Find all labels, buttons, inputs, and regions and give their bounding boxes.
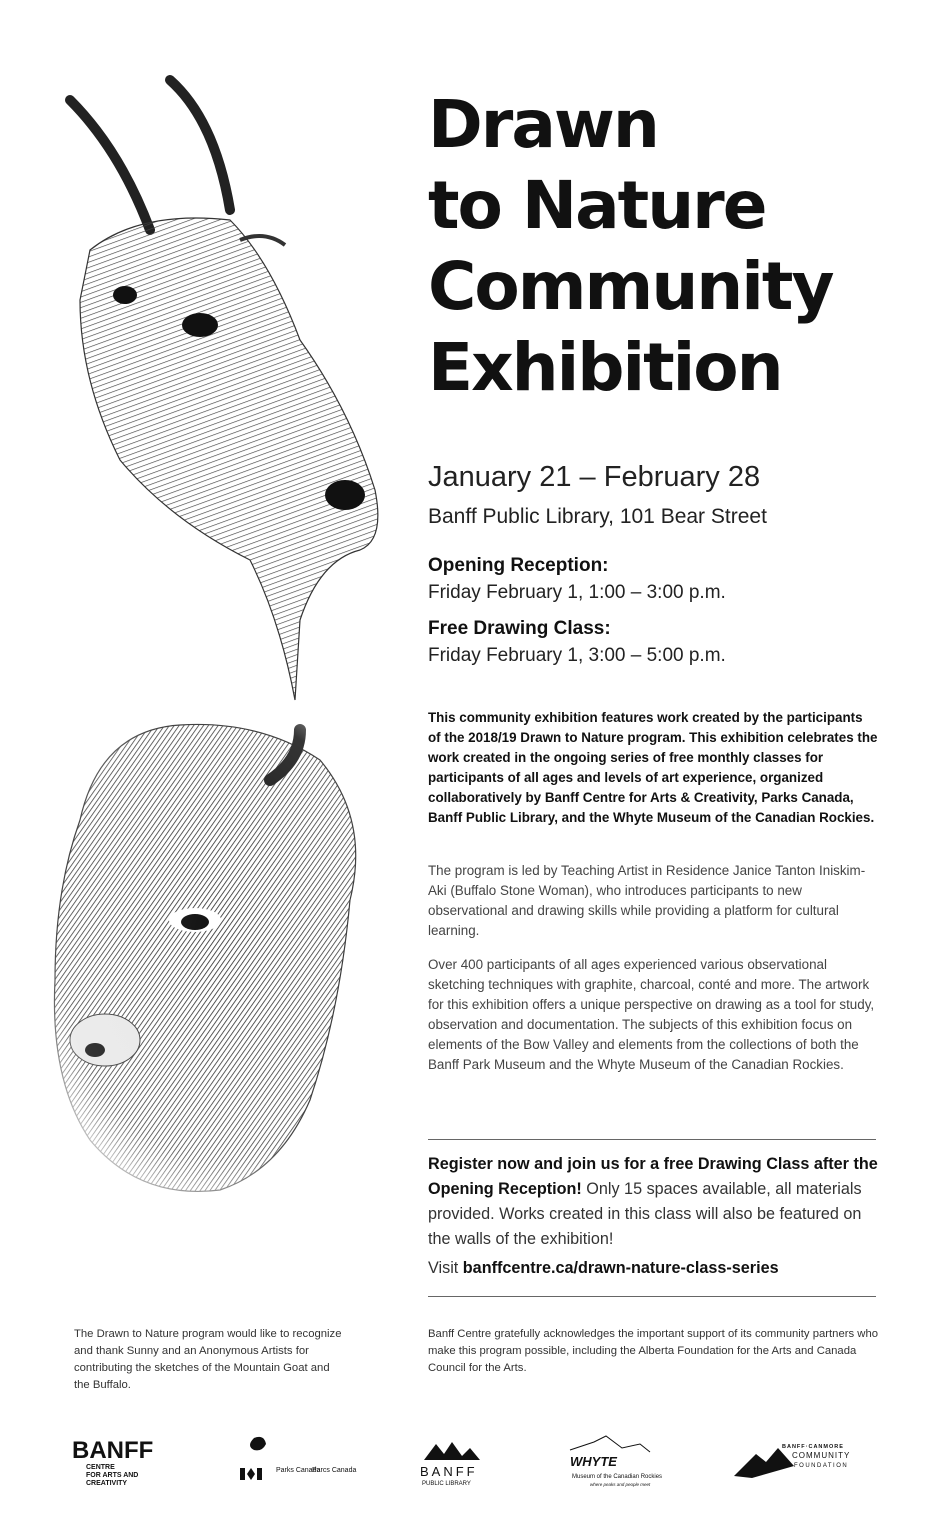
drawing-class-time: Friday February 1, 3:00 – 5:00 p.m. bbox=[428, 645, 726, 666]
banff-centre-sub1: CENTRE bbox=[86, 1464, 115, 1471]
mountain-icon bbox=[424, 1442, 480, 1460]
mountain-goat-sketch bbox=[70, 80, 378, 700]
buffalo-sketch bbox=[40, 710, 400, 1210]
parks-canada-logo bbox=[238, 1432, 357, 1492]
register-callout bbox=[428, 1152, 888, 1252]
banff-centre-name: BANFF bbox=[72, 1437, 154, 1464]
register-details: Only 15 spaces available, all materials provided. Works created in this class will also be featured on the walls of the exhibition! bbox=[428, 1180, 862, 1248]
peaks-icon bbox=[734, 1448, 794, 1478]
parks-canada-en: Parks Canada bbox=[276, 1467, 321, 1474]
exhibition-dates: January 21 – February 28 bbox=[428, 461, 761, 493]
opening-reception-time: Friday February 1, 1:00 – 3:00 p.m. bbox=[428, 582, 726, 603]
register-bold: Register now and join us for a free Drawing Class after the Opening Reception! bbox=[428, 1155, 878, 1198]
description-program: The program is led by Teaching Artist in Residence Janice Tanton Iniskim-Aki (Buffalo Stone Woman), who introduces participants to new observational and drawing skills while providing a platform for cultural learning. bbox=[428, 863, 866, 938]
opening-reception-heading: Opening Reception: bbox=[428, 555, 609, 576]
whyte-tag: where peaks and people meet bbox=[590, 1482, 651, 1487]
library-sub: PUBLIC LIBRARY bbox=[422, 1481, 471, 1487]
title-line: Community bbox=[428, 248, 833, 325]
banff-centre-sub3: CREATIVITY bbox=[86, 1480, 128, 1487]
community-foundation-logo bbox=[732, 1436, 860, 1496]
banff-centre-sub2: FOR ARTS AND bbox=[86, 1472, 139, 1479]
library-name: BANFF bbox=[420, 1464, 478, 1479]
partner-acknowledgement: Banff Centre gratefully acknowledges the important support of its community partners who make this program possible, including the Alberta Foundation for the Arts and Canada Council for the Arts. bbox=[428, 1328, 879, 1374]
foundation-line2: COMMUNITY bbox=[792, 1451, 851, 1460]
title-line: Drawn bbox=[428, 86, 658, 163]
divider-bottom bbox=[428, 1296, 876, 1297]
mountain-outline-icon bbox=[570, 1436, 650, 1452]
sketch-credits: The Drawn to Nature program would like to recognize and thank Sunny and an Anonymous Artists for contributing the sketches of the Mountain Goat and the Buffalo. bbox=[74, 1328, 342, 1391]
exhibition-title bbox=[428, 84, 908, 408]
foundation-line1: BANFF·CANMORE bbox=[782, 1444, 844, 1450]
whyte-name: WHYTE bbox=[570, 1454, 617, 1469]
whyte-sub: Museum of the Canadian Rockies bbox=[572, 1474, 663, 1480]
parks-canada-fr: Parcs Canada bbox=[312, 1467, 357, 1474]
drawing-class-heading: Free Drawing Class: bbox=[428, 618, 611, 639]
beaver-icon bbox=[250, 1437, 266, 1451]
animal-sketch-illustration bbox=[0, 60, 420, 1220]
whyte-museum-logo bbox=[566, 1434, 662, 1494]
class-series-link[interactable]: banffcentre.ca/drawn-nature-class-series bbox=[462, 1259, 779, 1277]
divider-top bbox=[428, 1139, 876, 1140]
title-line: Exhibition bbox=[428, 329, 782, 406]
foundation-line3: FOUNDATION bbox=[794, 1463, 849, 1469]
title-line: to Nature bbox=[428, 167, 766, 244]
description-lead: This community exhibition features work created by the participants of the 2018/19 Drawn to Nature program. This exhibition celebrates the work created in the ongoing series of free monthly classes for participants of all ages and levels of art experience, organized collaboratively by Banff Centre for Arts & Creativity, Parks Canada, Banff Public Library, and the Whyte Museum of the Canadian Rockies. bbox=[428, 710, 878, 825]
visit-prefix: Visit bbox=[428, 1259, 463, 1277]
flag-icon bbox=[240, 1468, 245, 1480]
exhibition-venue: Banff Public Library, 101 Bear Street bbox=[428, 505, 767, 528]
banff-public-library-logo bbox=[418, 1438, 498, 1498]
visit-line bbox=[428, 1259, 779, 1278]
description-participants: Over 400 participants of all ages experienced various observational sketching techniques with graphite, charcoal, conté and more. The artwork for this exhibition offers a unique perspective on drawing as a tool for study, observation and documentation. The subjects of this exhibition focus on elements of the Bow Valley and elements from the collections of both the Banff Park Museum and the Whyte Museum of the Canadian Rockies. bbox=[428, 957, 875, 1072]
banff-centre-logo bbox=[70, 1432, 170, 1492]
